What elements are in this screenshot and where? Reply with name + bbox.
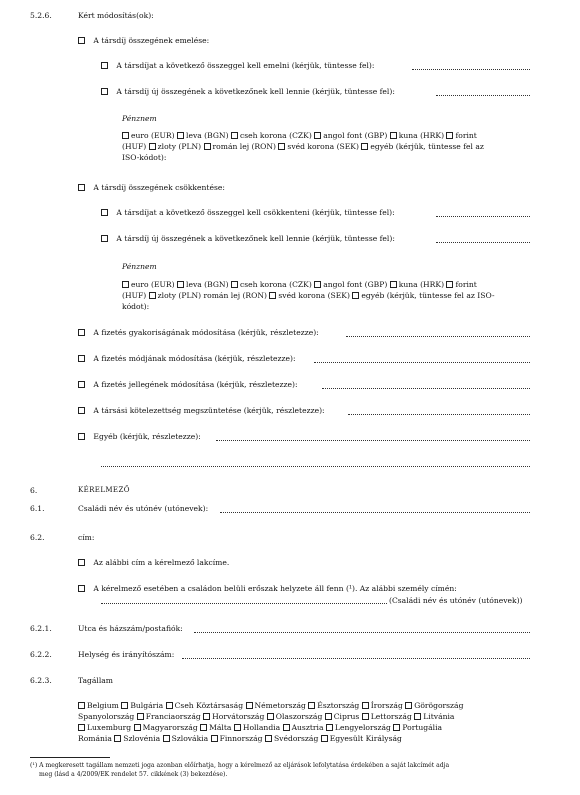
terminate-label: A társási kötelezettség megszüntetése (kérjük, részletezze): [93,406,325,415]
other-field-continued[interactable] [101,466,530,467]
terminate-option[interactable] [78,406,325,415]
currency-row [122,280,477,289]
nature-checkbox[interactable] [78,381,85,388]
currency-option: leva (BGN) [186,280,229,289]
country-checkbox[interactable] [200,724,207,731]
currency-option: angol font (GBP) [323,131,388,140]
country-option: Olaszország [275,712,323,721]
currency-row [122,131,477,140]
currency-option: zloty (PLN) román lej (RON) [157,291,267,300]
increase-new-option[interactable] [101,87,395,96]
country-option: Görögország [414,701,464,710]
currency-checkbox[interactable] [231,281,238,288]
currency-option: leva (BGN) [186,131,229,140]
currency-checkbox[interactable] [446,132,453,139]
currency-row [122,142,484,151]
country-checkbox[interactable] [405,702,412,709]
country-option: Málta [209,723,232,732]
country-row [78,701,463,710]
decrease-new-checkbox[interactable] [101,235,108,242]
section-number: 6.1. [30,504,45,513]
currency-option: egyéb (kérjük, tüntesse fel az [370,142,484,151]
section-number: 6. [30,486,38,495]
alternate-person-field[interactable] [101,603,387,604]
applicant-name-label: Családi név és utónév (utónevek): [78,504,209,513]
decrease-option[interactable] [78,183,225,192]
country-checkbox[interactable] [393,724,400,731]
other-checkbox[interactable] [78,433,85,440]
country-option: Horvátország [212,712,265,721]
increase-new-field[interactable] [436,95,530,96]
country-option: Németország [254,701,306,710]
country-checkbox[interactable] [362,702,369,709]
country-option: Spanyolország [78,712,135,721]
currency-checkbox[interactable] [390,132,397,139]
currency-checkbox[interactable] [231,132,238,139]
country-checkbox[interactable] [134,724,141,731]
country-checkbox[interactable] [265,735,272,742]
city-field[interactable] [182,658,530,659]
currency-checkbox[interactable] [122,132,129,139]
currency-checkbox[interactable] [177,281,184,288]
currency-option: zloty (PLN) [157,142,202,151]
country-checkbox[interactable] [246,702,253,709]
currency-checkbox[interactable] [446,281,453,288]
country-option: Szlovákia [171,734,209,743]
currency-checkbox[interactable] [204,143,211,150]
currency-option: román lej (RON) [212,142,276,151]
nature-field[interactable] [322,388,530,389]
frequency-checkbox[interactable] [78,329,85,336]
currency-option: egyéb (kérjük, tüntesse fel az ISO- [361,291,495,300]
country-checkbox[interactable] [267,713,274,720]
decrease-checkbox[interactable] [78,184,85,191]
currency-option: cseh korona (CZK) [239,280,312,289]
country-row [78,734,402,743]
currency-checkbox[interactable] [149,292,156,299]
currency-option: svéd korona (SEK) [278,291,350,300]
currency-checkbox[interactable] [352,292,359,299]
street-field[interactable] [194,632,530,633]
country-option: Szlovénia [123,734,161,743]
country-option: Luxemburg [87,723,132,732]
country-option: Svédország [273,734,319,743]
country-option: Portugália [402,723,443,732]
method-option[interactable] [78,354,296,363]
increase-new-label: A társdíj új összegének a következőnek kell lennie (kérjük, tüntesse fel): [116,87,395,96]
country-option: Észtország [317,701,360,710]
increase-new-checkbox[interactable] [101,88,108,95]
increase-amount-checkbox[interactable] [101,62,108,69]
country-checkbox[interactable] [308,702,315,709]
country-option: Bulgária [130,701,164,710]
decrease-amount-field[interactable] [436,216,530,217]
currency-option: forint [455,131,477,140]
country-checkbox[interactable] [414,713,421,720]
currency-option: cseh korona (CZK) [239,131,312,140]
currency-iso-label: kódot): [122,302,150,311]
section-number: 6.2. [30,533,45,542]
country-checkbox[interactable] [326,724,333,731]
domestic-violence-label: A kérelmező esetében a családon belüli erőszak helyzete áll fenn (¹). Az alábbi személy címén: [93,584,457,593]
country-option: Litvánia [423,712,455,721]
increase-checkbox[interactable] [78,37,85,44]
own-address-option[interactable] [78,558,229,567]
country-option: Franciaország [145,712,201,721]
country-option: Románia [78,734,112,743]
country-checkbox[interactable] [137,713,144,720]
currency-option: (HUF) [122,142,147,151]
decrease-new-option[interactable] [101,234,395,243]
currency-checkbox[interactable] [122,281,129,288]
frequency-field[interactable] [346,336,530,337]
country-option: Lengyelország [334,723,391,732]
currency-checkbox[interactable] [269,292,276,299]
section-number: 5.2.6. [30,11,52,20]
domestic-violence-checkbox[interactable] [78,585,85,592]
currency-label: Pénznem [122,262,157,271]
domestic-violence-option[interactable] [78,584,457,593]
country-checkbox[interactable] [283,724,290,731]
country-checkbox[interactable] [325,713,332,720]
currency-checkbox[interactable] [314,132,321,139]
currency-row [122,291,495,300]
other-label: Egyéb (kérjük, részletezze): [93,432,201,441]
nature-option[interactable] [78,380,298,389]
country-checkbox[interactable] [163,735,170,742]
currency-checkbox[interactable] [177,132,184,139]
country-option: Belgium [87,701,119,710]
country-option: Egyesült Királyság [329,734,402,743]
country-option: Lettország [370,712,412,721]
currency-option: euro (EUR) [131,131,175,140]
currency-checkbox[interactable] [314,281,321,288]
currency-option: kuna (HRK) [398,131,445,140]
applicant-name-field[interactable] [220,512,530,513]
section-title: KÉRELMEZŐ [78,486,130,494]
method-label: A fizetés módjának módosítása (kérjük, részletezze): [93,354,296,363]
decrease-amount-option[interactable] [101,208,395,217]
currency-label: Pénznem [122,114,157,123]
currency-iso-label: ISO-kódot): [122,153,167,162]
country-checkbox[interactable] [78,702,85,709]
country-checkbox[interactable] [166,702,173,709]
section-number: 6.2.1. [30,624,52,633]
footnote-line: meg (lásd a 4/2009/EK rendelet 57. cikkének (3) bekezdése). [39,771,228,778]
other-field[interactable] [216,440,530,441]
decrease-new-field[interactable] [436,242,530,243]
decrease-amount-checkbox[interactable] [101,209,108,216]
country-row [78,723,442,732]
footnote-line: (¹) A megkeresett tagállam nemzeti joga azonban előírhatja, hogy a kérelmező az eljárások lefolytatása érdekében a saját lakcímét adja [30,762,450,769]
address-label: cím: [78,533,95,542]
currency-option: (HUF) [122,291,147,300]
method-checkbox[interactable] [78,355,85,362]
country-option: Magyarország [142,723,198,732]
currency-option: euro (EUR) [131,280,175,289]
increase-amount-field[interactable] [412,69,530,70]
section-number: 6.2.3. [30,676,52,685]
city-label: Helység és irányítószám: [78,650,175,659]
member-state-label: Tagállam [78,676,113,685]
decrease-label: A társdíj összegének csökkentése: [93,183,225,192]
increase-option[interactable] [78,36,209,45]
country-checkbox[interactable] [203,713,210,720]
terminate-checkbox[interactable] [78,407,85,414]
nature-label: A fizetés jellegének módosítása (kérjük, részletezze): [93,380,298,389]
terminate-field[interactable] [348,414,530,415]
increase-amount-option[interactable] [101,61,374,70]
currency-checkbox[interactable] [278,143,285,150]
currency-checkbox[interactable] [361,143,368,150]
own-address-label: Az alábbi cím a kérelmező lakcíme. [93,558,230,567]
country-option: Finnország [219,734,263,743]
country-option: Ciprus [333,712,360,721]
increase-label: A társdíj összegének emelése: [93,36,210,45]
country-row [78,712,454,721]
currency-option: forint [455,280,477,289]
method-field[interactable] [314,362,530,363]
currency-checkbox[interactable] [149,143,156,150]
country-checkbox[interactable] [362,713,369,720]
street-label: Utca és házszám/postafiók: [78,624,183,633]
currency-option: kuna (HRK) [398,280,445,289]
increase-amount-label: A társdíjat a következő összeggel kell emelni (kérjük, tüntesse fel): [116,61,375,70]
section-title: Kért módosítás(ok): [78,11,154,20]
country-option: Írország [370,701,403,710]
country-checkbox[interactable] [211,735,218,742]
country-option: Cseh Köztársaság [174,701,244,710]
own-address-checkbox[interactable] [78,559,85,566]
frequency-label: A fizetés gyakoriságának módosítása (kérjük, részletezze): [93,328,319,337]
country-option: Ausztria [291,723,324,732]
alternate-person-caption: (Családi név és utónév (utónevek)) [389,596,523,605]
country-checkbox[interactable] [121,702,128,709]
footnote-separator [30,757,110,758]
currency-option: angol font (GBP) [323,280,388,289]
country-option: Hollandia [242,723,281,732]
currency-option: svéd korona (SEK) [287,142,359,151]
country-checkbox[interactable] [321,735,328,742]
decrease-new-label: A társdíj új összegének a következőnek kell lennie (kérjük, tüntesse fel): [116,234,395,243]
currency-checkbox[interactable] [390,281,397,288]
country-checkbox[interactable] [78,724,85,731]
country-checkbox[interactable] [234,724,241,731]
frequency-option[interactable] [78,328,319,337]
country-checkbox[interactable] [114,735,121,742]
other-option[interactable] [78,432,201,441]
section-number: 6.2.2. [30,650,52,659]
decrease-amount-label: A társdíjat a következő összeggel kell csökkenteni (kérjük, tüntesse fel): [116,208,395,217]
